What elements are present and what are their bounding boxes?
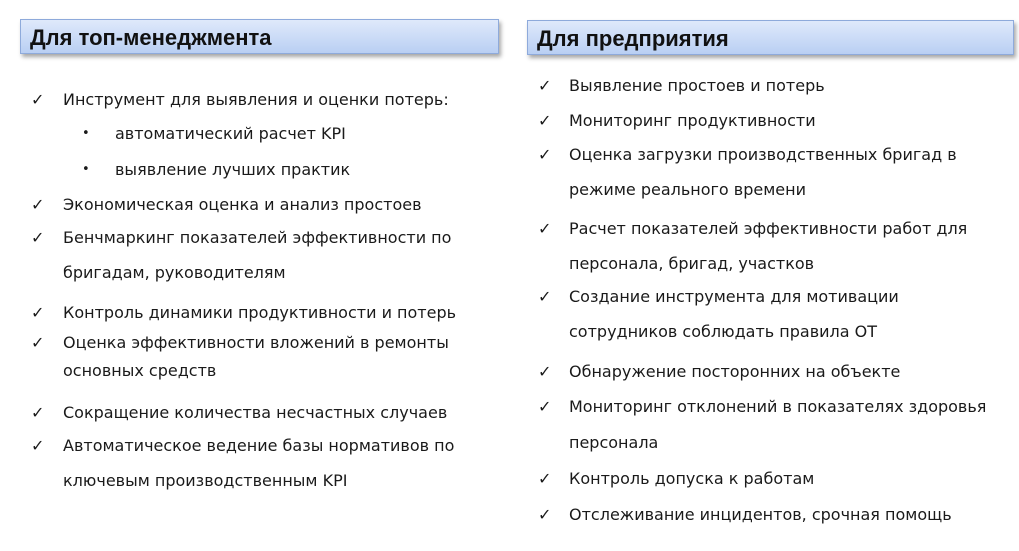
item-text: основных средств (63, 361, 217, 380)
check-icon: ✓ (538, 505, 552, 524)
item-text: выявление лучших практик (115, 160, 351, 179)
check-icon: ✓ (31, 90, 45, 109)
item-text: ключевым производственным KPI (63, 471, 348, 490)
check-icon: ✓ (538, 111, 552, 130)
check-icon: ✓ (31, 333, 45, 352)
item-text: Контроль допуска к работам (569, 469, 815, 488)
check-icon: ✓ (538, 145, 552, 164)
check-icon: ✓ (538, 287, 552, 306)
item-text: Отслеживание инцидентов, срочная помощь (569, 505, 952, 524)
item-text: сотрудников соблюдать правила ОТ (569, 322, 878, 341)
item-text: Создание инструмента для мотивации (569, 287, 899, 306)
bullet-icon: • (82, 162, 90, 177)
item-text: Контроль динамики продуктивности и потерь (63, 303, 457, 322)
item-text: бригадам, руководителям (63, 263, 286, 282)
check-icon: ✓ (538, 469, 552, 488)
check-icon: ✓ (31, 195, 45, 214)
check-icon: ✓ (538, 76, 552, 95)
item-text: Инструмент для выявления и оценки потерь: (63, 90, 449, 109)
check-icon: ✓ (31, 228, 45, 247)
item-text: автоматический расчет KPI (115, 124, 346, 143)
item-text: Экономическая оценка и анализ простоев (63, 195, 422, 214)
check-icon: ✓ (538, 219, 552, 238)
check-icon: ✓ (538, 397, 552, 416)
top-management-header: Для топ-менеджмента (20, 19, 499, 54)
check-icon: ✓ (31, 403, 45, 422)
item-text: Сокращение количества несчастных случаев (63, 403, 448, 422)
item-text: Расчет показателей эффективности работ для (569, 219, 968, 238)
item-text: Бенчмаркинг показателей эффективности по (63, 228, 452, 247)
item-text: Мониторинг продуктивности (569, 111, 816, 130)
item-text: Автоматическое ведение базы нормативов по (63, 436, 455, 455)
item-text: Оценка эффективности вложений в ремонты (63, 333, 449, 352)
check-icon: ✓ (31, 303, 45, 322)
check-icon: ✓ (538, 362, 552, 381)
bullet-icon: • (82, 126, 90, 141)
item-text: режиме реального времени (569, 180, 807, 199)
enterprise-header: Для предприятия (527, 20, 1014, 55)
item-text: Оценка загрузки производственных бригад в (569, 145, 957, 164)
item-text: Обнаружение посторонних на объекте (569, 362, 901, 381)
item-text: Мониторинг отклонений в показателях здоровья (569, 397, 987, 416)
item-text: персонала (569, 433, 659, 452)
check-icon: ✓ (31, 436, 45, 455)
item-text: персонала, бригад, участков (569, 254, 815, 273)
item-text: Выявление простоев и потерь (569, 76, 825, 95)
